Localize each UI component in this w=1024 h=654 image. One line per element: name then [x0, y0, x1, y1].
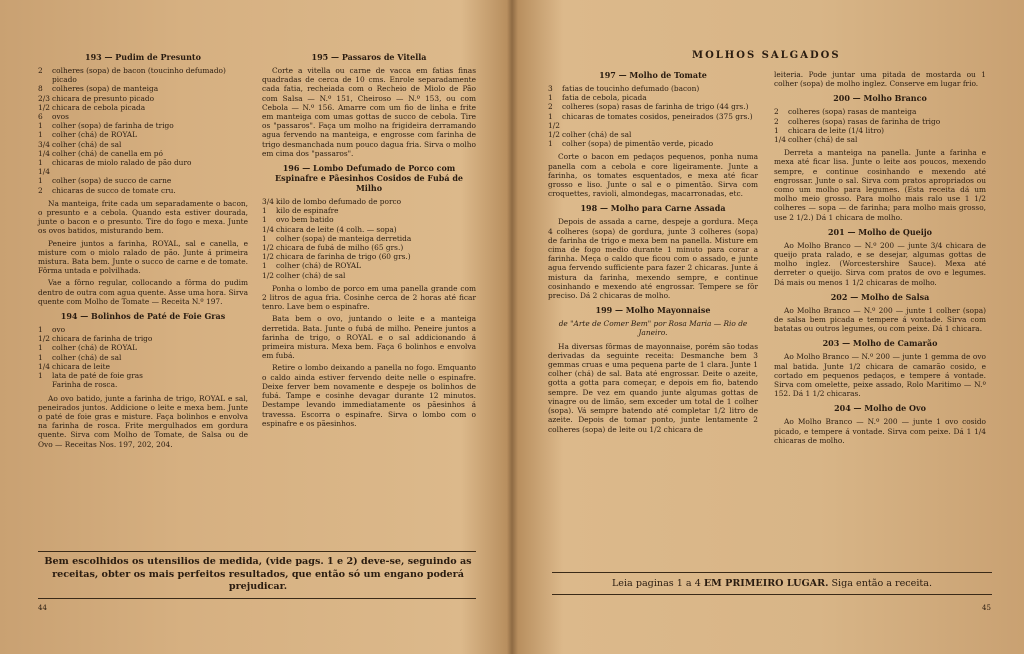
- recipe-paragraph: Ao Molho Branco — N.º 200 — junte 1 colher (sopa) de salsa bem picada e tempere á vontade. Sirva com batatas ou outros legumes, ou com peixe. Dá 1 chicara.: [774, 305, 986, 334]
- left-column-2: [262, 52, 476, 431]
- ingredient: 1 colher (chá) de ROYAL: [38, 343, 138, 353]
- ingredient: 1 colher (chá) de sal: [38, 352, 122, 362]
- ingredient: 1/4 colher (chá) de sal: [774, 135, 858, 145]
- recipe-paragraph: Retire o lombo deixando a panella no fogo. Emquanto o caldo ainda estiver fervendo deite nelle o espinafre. Deixe ferver bem novamente e despeje os bolinhos de fubá. Tampe e cosinhe devagar durante 12 minutos. Destampe levando immediatamente os pãesinhos á travessa. Escorra o espinafre. Sirva o lombo com o espinafre e os pãesinhos.: [262, 363, 476, 428]
- ingredient: 1 ovo bem batido: [262, 215, 334, 225]
- ingredient: 1 1/4 chicaras de miolo ralado de pão duro: [38, 158, 192, 177]
- ingredient-list: [38, 325, 248, 389]
- ingredient: 1/2 chicara de farinha de trigo: [38, 334, 153, 344]
- footer-text: Siga então a receita.: [828, 578, 933, 589]
- ingredient: 1 colher (sopa) de manteiga derretida: [262, 233, 412, 243]
- footer-text: Leia paginas 1 a 4: [611, 578, 704, 589]
- footer-rule: [552, 572, 992, 573]
- recipe-paragraph: Depois de assada a carne, despeje a gordura. Meça 4 colheres (sopa) de gordura, junte 3 colheres (sopa) de farinha de trigo e mexa bem na panella. Misture em cima de fogo medio durante 1 minuto para corar a farinha. Meça o caldo que ficou com o assado, e junte agua fervendo sufficiente para fazer 2 chicaras. Junte á mistura da farinha, mexendo sempre, e continue cosinhando e mexendo até engrossar. Tempere se fôr preciso. Dá 2 chicaras de molho.: [548, 217, 758, 301]
- ingredient-list: [262, 197, 476, 280]
- ingredient: 1 fatia de cebola, picada: [548, 93, 647, 103]
- ingredient: 1/2 chicara de cebola picada: [38, 102, 146, 112]
- ingredient-list: [548, 84, 758, 148]
- right-column-1: [548, 70, 758, 437]
- ingredient: 2 colheres (sopa) de bacon (toucinho defumado) picado: [38, 66, 226, 85]
- ingredient-list: [774, 107, 986, 144]
- recipe-paragraph: Corte o bacon em pedaços pequenos, ponha numa panella com a cebola e core ligeiramente. Junte a farinha, os tomates esquentados, e mexa até ficar grosso e liso. Junte o sal e o pimentão. Sirva com croquettes, ravioli, almondegas, macarronadas, etc.: [548, 152, 758, 199]
- recipe-paragraph: Vae a fôrno regular, collocando a fôrma do pudim dentro de outra com agua quente. Asse uma hora. Sirva quente com Molho de Tomate — Receita N.º 197.: [38, 278, 248, 306]
- ingredient: 1 kilo de espinafre: [262, 206, 339, 216]
- ingredient: 3/4 kilo de lombo defumado de porco: [262, 197, 402, 207]
- recipe-paragraph: Na manteiga, frite cada um separadamente o bacon, o presunto e a cebola. Quando esta estiver dourada, junte o bacon e o presunto. Tire do fogo e mexa. Junte os ovos batidos, misturando bem.: [38, 198, 248, 236]
- recipe-title: 193 — Pudim de Presunto: [85, 52, 201, 62]
- page-number: 45: [982, 604, 991, 612]
- ingredient: 1 lata de paté de foie gras: [38, 371, 143, 381]
- ingredient: 2 colheres (sopa) rasas de farinha de trigo: [774, 116, 941, 126]
- ingredient: 1/2 chicara de farinha de trigo (60 grs.): [262, 252, 411, 262]
- recipe-title: 204 — Molho de Ovo: [834, 403, 926, 414]
- footer-rule: [38, 598, 476, 599]
- ingredient: 1 colher (sopa) de farinha de trigo: [38, 121, 174, 131]
- recipe-title: 198 — Molho para Carne Assada: [580, 203, 726, 214]
- ingredient: 8 colheres (sopa) de manteiga: [38, 84, 159, 94]
- ingredient: 1/2 colher (chá) de sal: [548, 130, 632, 140]
- recipe-paragraph: Ha diversas fôrmas de mayonnaise, porém são todas derivadas da seguinte receita: Desmanche bem 3 gemmas cruas e uma pequena parte de 1 clara. Junte 1 colher (chá) de sal. Bata até engrossar. Deite o azeite, gotta a gotta para começar, e depois em fio, batendo sempre. De vez em quando junte algumas gottas de vinagre ou de limão, sem exceder um total de 1 colher (sopa). Vá sempre batendo até completar 1/2 litro de azeite. Depois de tomar ponto, junte lentamente 2 colheres (sopa) de leite ou 1/2 chicara de: [548, 341, 758, 434]
- recipe-title: 197 — Molho de Tomate: [599, 70, 707, 80]
- ingredient: 1/2 colher (chá) de sal: [262, 270, 346, 280]
- ingredient-list: [38, 66, 248, 195]
- ingredient: 1 chicara de leite (1/4 litro): [774, 125, 885, 135]
- recipe-paragraph: Bata bem o ovo, juntando o leite e a manteiga derretida. Bata. Junte o fubá de milho. Peneire juntos a farinha de trigo, o ROYAL e o sal addicionando á primeira mistura. Mexa bem. Faça 6 bolinhos e envolva em fubá.: [262, 314, 476, 361]
- recipe-paragraph: Ao Molho Branco — N.º 200 — junte 1 ovo cosido picado, e tempere á vontade. Sirva com peixe. Dá 1 1/4 chicaras de molho.: [774, 417, 986, 445]
- ingredient: 3/4 colher (chá) de sal: [38, 139, 122, 149]
- footer-emphasis: EM PRIMEIRO LUGAR.: [703, 578, 829, 589]
- recipe-paragraph: Ao ovo batido, junte a farinha de trigo, ROYAL e sal, peneirados juntos. Addicione o leite e mexa bem. Junte o paté de foie gras e misture. Faça bolinhos e envolva na farinha de rosca. Frite mergulhados em gordura quente. Sirva com Molho de Tomate, de Salsa ou de Ovo — Receitas Nos. 197, 202, 204.: [38, 393, 248, 449]
- section-header: MOLHOS SALGADOS: [692, 50, 841, 61]
- ingredient: 1 ovo: [38, 325, 66, 335]
- recipe-title: 196 — Lombo Defumado de Porco com Espinafre e Pãesinhos Cosidos de Fubá de Milho: [274, 163, 464, 194]
- page-number: 44: [38, 604, 47, 612]
- recipe-paragraph: Peneire juntos a farinha, ROYAL, sal e canella, e misture com o miolo ralado de pão. Junte á primeira mistura. Bata bem. Junte o succo de carne e de tomate. Fôrma untada e polvilhada.: [38, 238, 248, 276]
- recipe-title: 203 — Molho de Camarão: [822, 338, 938, 349]
- recipe-title: 200 — Molho Branco: [833, 93, 927, 104]
- ingredient: 6 ovos: [38, 112, 69, 122]
- footer-note: [552, 578, 992, 590]
- recipe-title: 201 — Molho de Queijo: [827, 226, 933, 237]
- footer-rule: [552, 594, 992, 595]
- ingredient: 1/4 colher (chá) de canella em pó: [38, 148, 163, 158]
- recipe-title: 195 — Passaros de Vitella: [311, 52, 427, 62]
- ingredient: 2 colheres (sopa) rasas de manteiga: [774, 107, 917, 117]
- ingredient: 1 colher (chá) de ROYAL: [38, 130, 138, 140]
- recipe-paragraph: Derreta a manteiga na panella. Junte a farinha e mexa até ficar lisa. Junte o leite aos poucos, mexendo sempre, e continue cosinhando e mexendo até engrossar. Junte o sal. Sirva com pratos apropriados ou como um molho para legumes. (Esta receita dá um molho meio grosso. Para molho mais ralo use 1 1/2 colheres — sopa — de farinha; para molho mais grosso, use 2 1/2.) Dá 1 chicara de molho.: [774, 148, 986, 222]
- ingredient: 1 colher (sopa) de pimentão verde, picado: [548, 139, 714, 149]
- recipe-title: 199 — Molho Mayonnaise: [595, 305, 711, 316]
- right-column-2: [774, 70, 986, 448]
- recipe-paragraph: Ao Molho Branco — N.º 200 — junte 1 gemma de ovo mal batida. Junte 1/2 chicara de camarão cosido, e cortado em pequenos pedaços, e tempere á vontade. Sirva com omelette, peixe assado, Rolo Maritimo — N.º 152. Dá 1 1/2 chicaras.: [774, 352, 986, 399]
- recipe-paragraph: Ponha o lombo de porco em uma panella grande com 2 litros de agua fria. Cosinhe cerca de 2 horas até ficar tenro. Lave bem o espinafre.: [262, 283, 476, 312]
- recipe-paragraph: Corte a vitella ou carne de vacca em fatias finas quadradas de cerca de 10 cms. Enrole separadamente cada fatia, recheiada com o Recheio de Miolo de Pão com Salsa — N.º 151, Cheiroso — N.º 153, ou com Cebola — N.º 156. Amarre com um fio de linha e frite em manteiga com umas gottas de succo de cebola. Tire os "passaros". Faça um molho na frigideira derramando agua fervendo na manteiga, e engrosse com farinha de trigo desmanchada num pouco dagua fria. Sirva o molho em cima dos "passaros".: [262, 66, 476, 158]
- ingredient: 1 colher (chá) de ROYAL: [262, 261, 362, 271]
- ingredient: 1/4 chicara de leite (4 colh. — sopa): [262, 224, 397, 234]
- recipe-title: 194 — Bolinhos de Paté de Foie Gras: [60, 311, 226, 322]
- ingredient: Farinha de rosca.: [52, 380, 118, 390]
- ingredient: 2 chicaras de succo de tomate cru.: [38, 185, 176, 195]
- ingredient: 1 1/2 chicaras de tomates cosidos, peneirados (375 grs.): [548, 111, 753, 130]
- source-citation: de "Arte de Comer Bem" por Rosa Maria — Rio de Janeiro.: [558, 319, 748, 338]
- left-column-1: [38, 52, 248, 452]
- ingredient: 3 fatias de toucinho defumado (bacon): [548, 84, 700, 93]
- recipe-paragraph: leiteria. Pode juntar uma pitada de mostarda ou 1 colher (sopa) de molho inglez. Conserve em lugar frio.: [774, 70, 986, 89]
- footer-rule: [38, 551, 476, 552]
- footer-note: Bem escolhidos os utensilios de medida, (vide pags. 1 e 2) deve-se, seguindo as receitas, obter os mais perfeitos resultados, que então só um engano poderá prejudicar.: [44, 556, 472, 592]
- ingredient: 1/4 chicara de leite: [38, 361, 110, 371]
- recipe-title: 202 — Molho de Salsa: [830, 291, 930, 302]
- right-page: [512, 0, 1024, 654]
- ingredient: 1 colher (sopa) de succo de carne: [38, 176, 172, 186]
- ingredient: 2/3 chicara de presunto picado: [38, 93, 155, 103]
- ingredient: 2 colheres (sopa) rasas de farinha de trigo (44 grs.): [548, 102, 749, 112]
- ingredient: 1/2 chicara de fubá de milho (65 grs.): [262, 243, 404, 253]
- recipe-paragraph: Ao Molho Branco — N.º 200 — junte 3/4 chicara de queijo prata ralado, e se desejar, algumas gottas de molho inglez. (Worcestershire Sauce). Mexa até derreter o queijo. Sirva com pratos de ovo e legumes. Dá mais ou menos 1 1/2 chicaras de molho.: [774, 240, 986, 287]
